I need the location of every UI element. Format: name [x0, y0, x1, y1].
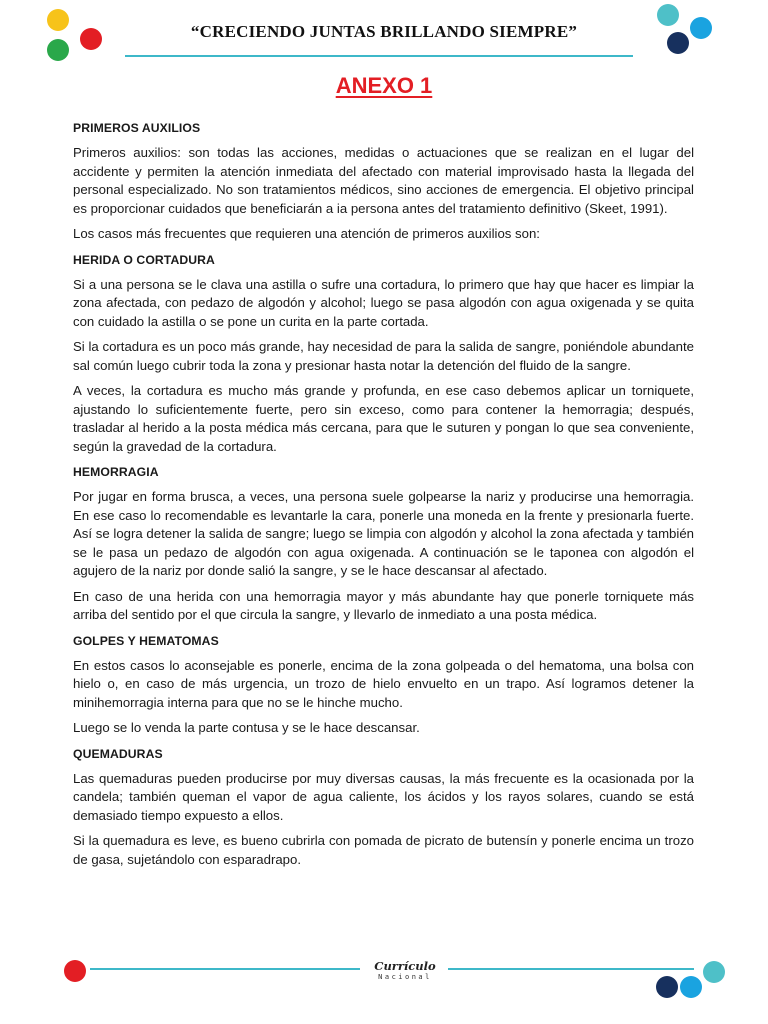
section-heading: QUEMADURAS — [73, 746, 163, 761]
section-hemorragia — [73, 463, 694, 625]
paragraph: En caso de una herida con una hemorragia mayor y más abundante hay que ponerle torniquete más arriba del sentido por el que circula la sangre, y llevarlo de inmediato a una posta médica. — [73, 588, 694, 622]
section-golpes-hematomas — [73, 632, 694, 738]
section-heading: PRIMEROS AUXILIOS — [73, 121, 201, 135]
footer-dot-blue — [680, 976, 702, 998]
paragraph: Luego se lo venda la parte contusa y se le hace descansar. — [73, 720, 420, 735]
document-body — [73, 119, 694, 876]
paragraph: Primeros auxilios: son todas las acciones, medidas o actuaciones que se realizan en el lugar del accidente y permiten la atención inmediata del afectado con material improvisado hasta la llegada del personal especializado. No son tratamientos médicos, sino acciones de emergencia. El objetivo principal es proporcionar cuidados que beneficiarán a ia persona antes del tratamiento definitivo (Skeet, 1991). — [73, 145, 694, 216]
header-divider — [125, 55, 633, 57]
paragraph: Por jugar en forma brusca, a veces, una persona suele golpearse la nariz y producirse una hemorragia. En ese caso lo recomendable es levantarle la cara, ponerle una moneda en la frente y presionarla fuerte. Así se logra detener la salida de sangre; luego se limpia con algodón y alcohol la zona afectada y también se le pasa un pedazo de algodón con agua oxigenada. A continuación se le taponea con algodón el agujero de la nariz por donde salió la sangre, y se le hace descansar al afectado. — [73, 489, 694, 578]
annex-title: ANEXO 1 — [335, 73, 433, 98]
paragraph: Las quemaduras pueden producirse por muy diversas causas, la más frecuente es la ocasionada por la candela; también queman el vapor de agua caliente, los ácidos y los rayos solares, cuando se está demasiado tiempo expuesto a ellos. — [73, 770, 694, 823]
footer-divider-right — [448, 968, 694, 970]
logo-line-1: Currículo — [374, 959, 436, 973]
footer-dot-red — [64, 960, 86, 982]
section-primeros-auxilios — [73, 119, 694, 244]
section-heading: HEMORRAGIA — [73, 465, 159, 479]
paragraph: Si a una persona se le clava una astilla o sufre una cortadura, lo primero que hay que hacer es limpiar la zona afectada, con pedazo de algodón y alcohol; luego se pasa algodón con agua oxigenada y se quita con cuidado la astilla o se pone un curita en la parte cortada. — [73, 276, 694, 329]
footer-dot-teal — [703, 961, 725, 983]
paragraph: Si la quemadura es leve, es bueno cubrirla con pomada de picrato de butensín y ponerle encima un trozo de gasa, sujetándolo con esparadrapo. — [73, 833, 694, 867]
header-title: “CRECIENDO JUNTAS BRILLANDO SIEMPRE” — [190, 22, 578, 41]
section-herida-cortadura — [73, 251, 694, 457]
decor-dot-green — [47, 39, 69, 61]
paragraph: En estos casos lo aconsejable es ponerle, encima de la zona golpeada o del hematoma, una bolsa con hielo o, en caso de más urgencia, un trozo de hielo envuelto en un trapo. Así logramos detener la minihemorragia interna para que no se le hinche mucho. — [73, 657, 694, 710]
paragraph: Si la cortadura es un poco más grande, hay necesidad de para la salida de sangre, poniéndole abundante sal común luego cubrir toda la zona y presionar hasta notar la detención del fluido de la sangre. — [73, 339, 694, 373]
logo-line-2: Nacional — [378, 973, 432, 981]
footer-dot-navy — [656, 976, 678, 998]
paragraph: A veces, la cortadura es mucho más grande y profunda, en ese caso debemos aplicar un torniquete, ajustando lo suficientemente fuerte, pero sin exceso, como para contener la hemorragia; después, trasladar al herido a la posta médica más cercana, para que le suturen y pongan lo que sea conveniente, según la gravedad de la cortadura. — [73, 383, 694, 454]
footer-divider-left — [90, 968, 360, 970]
section-quemaduras — [73, 745, 694, 870]
curriculo-nacional-logo — [366, 960, 444, 982]
section-heading: GOLPES Y HEMATOMAS — [73, 633, 219, 648]
paragraph: Los casos más frecuentes que requieren una atención de primeros auxilios son: — [73, 226, 540, 241]
section-heading: HERIDA O CORTADURA — [73, 252, 215, 267]
